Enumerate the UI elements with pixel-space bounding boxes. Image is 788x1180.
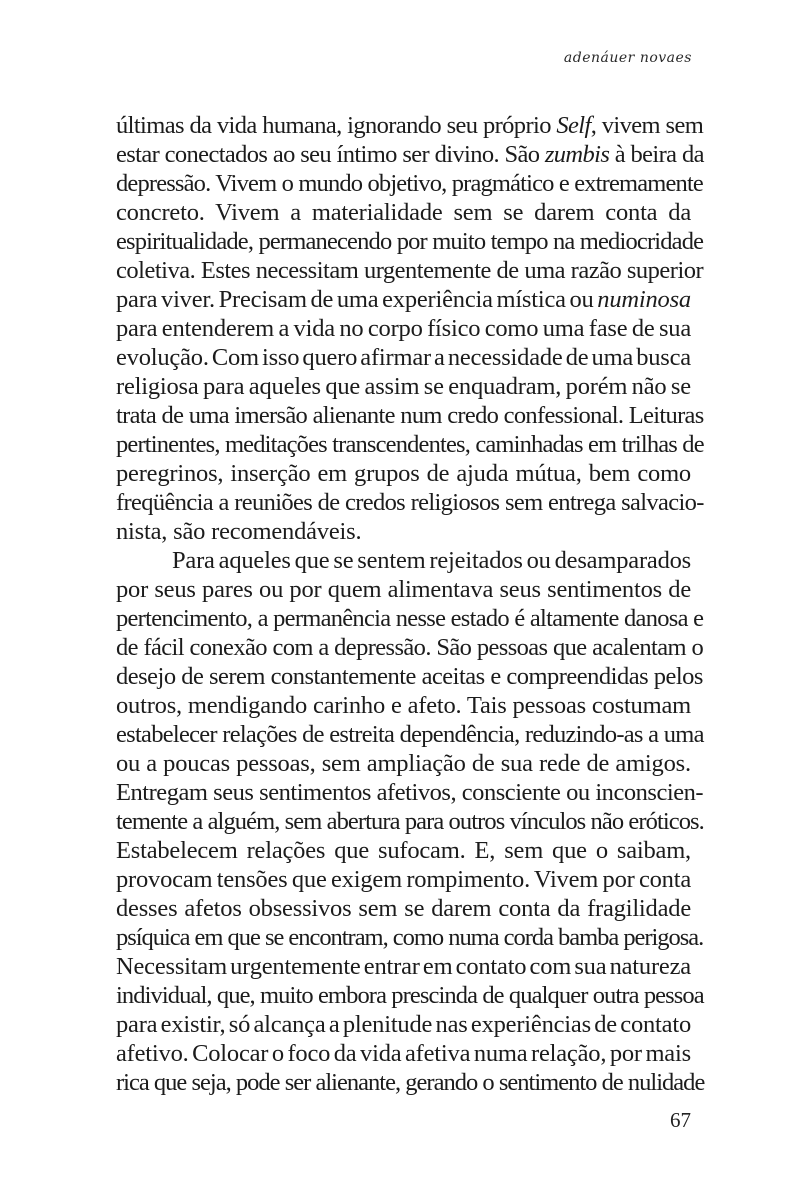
text-line: desejo de serem constantemente aceitas e compreendidas pelos xyxy=(116,663,703,690)
text-line: coletiva. Estes necessitam urgentemente de uma razão superior xyxy=(116,257,704,284)
text-line: depressão. Vivem o mundo objetivo, pragmático e extremamente xyxy=(116,170,703,197)
text-line: Para aqueles que se sentem rejeitados ou desamparados xyxy=(172,547,692,574)
text-line: individual, que, muito embora prescinda de qualquer outra pessoa xyxy=(116,982,704,1009)
text-line: por seus pares ou por quem alimentava seus sentimentos de xyxy=(116,576,691,603)
page-number: 67 xyxy=(670,1108,691,1132)
text-line: pertencimento, a permanência nesse estado é altamente danosa e xyxy=(116,605,704,632)
text-line: para existir, só alcança a plenitude nas experiências de contato xyxy=(116,1011,691,1038)
text-line: rica que seja, pode ser alienante, gerando o sentimento de nulidade xyxy=(116,1069,705,1096)
text-line: Necessitam urgentemente entrar em contato com sua natureza xyxy=(116,953,691,980)
text-line: nista, são recomendáveis. xyxy=(116,518,362,545)
text-line: ou a poucas pessoas, sem ampliação de sua rede de amigos. xyxy=(116,750,691,777)
text-line: evolução. Com isso quero afirmar a necessidade de uma busca xyxy=(116,344,691,371)
text-line: trata de uma imersão alienante num credo confessional. Leituras xyxy=(116,402,704,429)
text-line: pertinentes, meditações transcendentes, caminhadas em trilhas de xyxy=(116,431,704,458)
text-line: concreto. Vivem a materialidade sem se darem conta da xyxy=(116,199,691,226)
text-line: temente a alguém, sem abertura para outros vínculos não eróticos. xyxy=(116,808,704,835)
text-line: desses afetos obsessivos sem se darem conta da fragilidade xyxy=(116,895,691,922)
text-line: freqüência a reuniões de credos religiosos sem entrega salvacio- xyxy=(116,489,704,516)
text-line: afetivo. Colocar o foco da vida afetiva numa relação, por mais xyxy=(116,1040,691,1067)
running-head: adenáuer novaes xyxy=(563,50,692,66)
text-line: estar conectados ao seu íntimo ser divino. São zumbis à beira da xyxy=(116,141,704,168)
text-line: de fácil conexão com a depressão. São pessoas que acalentam o xyxy=(116,634,704,661)
text-line: para viver. Precisam de uma experiência mística ou numinosa xyxy=(116,286,691,313)
text-line: religiosa para aqueles que assim se enquadram, porém não se xyxy=(116,373,691,400)
text-line: outros, mendigando carinho e afeto. Tais pessoas costumam xyxy=(116,692,691,719)
text-line: para entenderem a vida no corpo físico como uma fase de sua xyxy=(116,315,692,342)
body-text xyxy=(116,111,705,1097)
text-line: psíquica em que se encontram, como numa corda bamba perigosa. xyxy=(116,924,704,951)
text-line: últimas da vida humana, ignorando seu próprio Self, vivem sem xyxy=(116,112,704,139)
text-line: peregrinos, inserção em grupos de ajuda mútua, bem como xyxy=(116,460,691,487)
text-line: Entregam seus sentimentos afetivos, consciente ou inconscien- xyxy=(116,779,704,806)
text-line: estabelecer relações de estreita dependência, reduzindo-as a uma xyxy=(116,721,704,748)
text-line: Estabelecem relações que sufocam. E, sem que o saibam, xyxy=(116,837,691,864)
text-line: espiritualidade, permanecendo por muito tempo na mediocridade xyxy=(116,228,704,255)
text-line: provocam tensões que exigem rompimento. Vivem por conta xyxy=(116,866,692,893)
